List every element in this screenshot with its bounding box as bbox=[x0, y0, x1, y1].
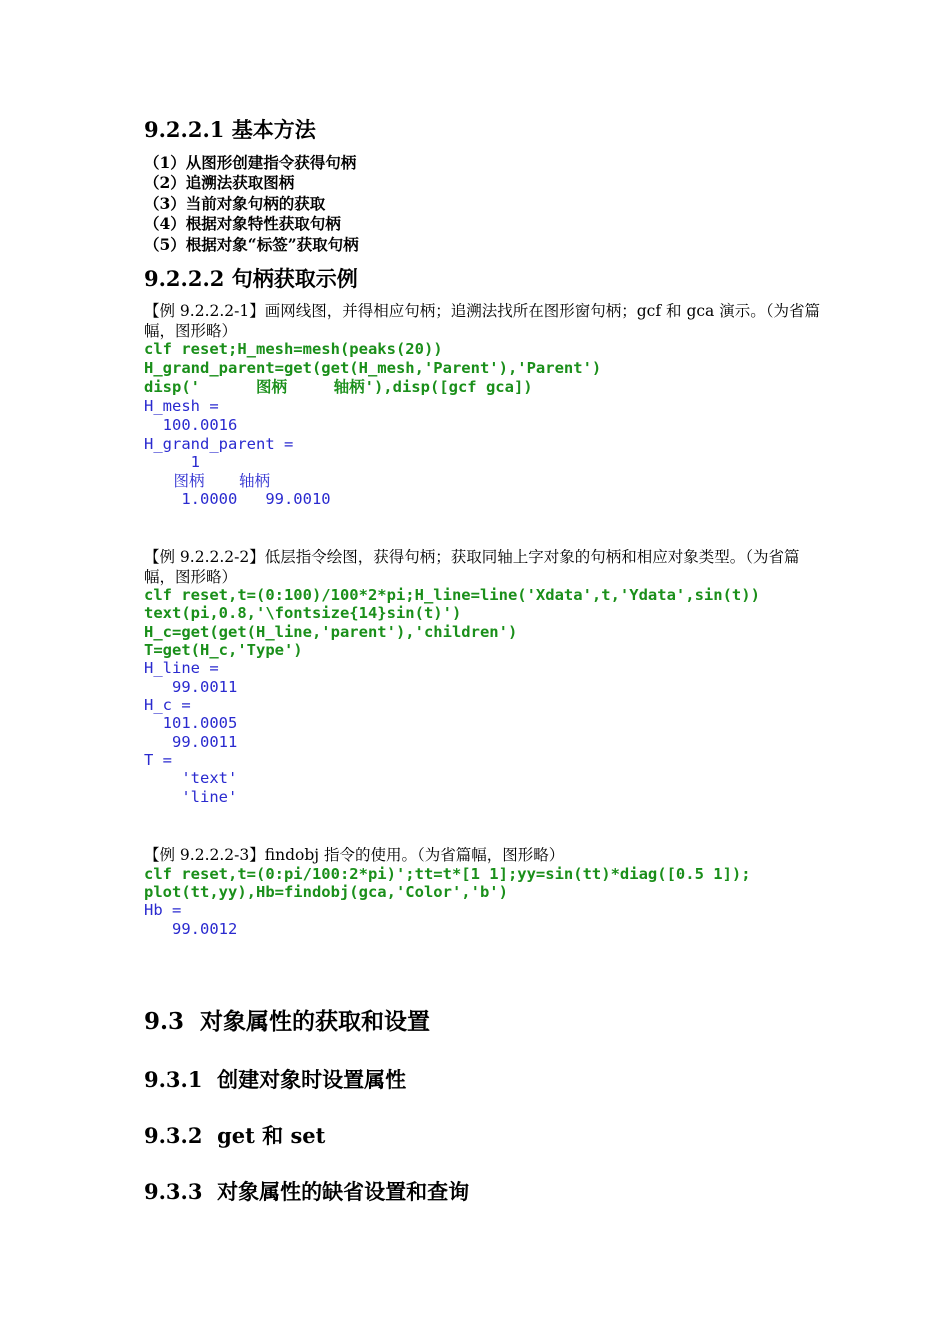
list-item: （3）当前对象句柄的获取 bbox=[144, 194, 326, 213]
output-line: 1 bbox=[144, 453, 200, 471]
code-line: clf reset;H_mesh=mesh(peaks(20)) bbox=[144, 340, 443, 358]
output-line: 'text' bbox=[144, 769, 238, 787]
output-line: H_mesh = bbox=[144, 397, 219, 415]
example-2-description: 【例 9.2.2.2-2】低层指令绘图，获得句柄；获取同轴上字对象的句柄和相应对象类型。（为省篇 bbox=[144, 548, 800, 566]
code-line: clf reset,t=(0:100)/100*2*pi;H_line=line('Xdata',t,'Ydata',sin(t)) bbox=[144, 586, 760, 604]
output-line: 99.0011 bbox=[144, 733, 238, 751]
example-3-description: 【例 9.2.2.2-3】findobj 指令的使用。（为省篇幅，图形略） bbox=[144, 846, 565, 864]
heading-9-3-3: 9.3.3 对象属性的缺省设置和查询 bbox=[144, 1179, 470, 1204]
output-line: 1.0000 99.0010 bbox=[144, 490, 331, 508]
code-line: H_c=get(get(H_line,'parent'),'children') bbox=[144, 623, 518, 641]
code-line: disp(' 图柄 轴柄'),disp([gcf gca]) bbox=[144, 378, 533, 396]
output-line: 99.0011 bbox=[144, 678, 238, 696]
list-item: （1）从图形创建指令获得句柄 bbox=[144, 153, 357, 172]
heading-9-2-2-1: 9.2.2.1 基本方法 bbox=[144, 117, 316, 142]
output-line: H_c = bbox=[144, 696, 191, 714]
output-line: 100.0016 bbox=[144, 416, 238, 434]
example-2-description-cont: 幅，图形略） bbox=[144, 568, 238, 586]
list-item: （5）根据对象“标签”获取句柄 bbox=[144, 235, 359, 254]
output-line: H_line = bbox=[144, 659, 219, 677]
heading-9-3: 9.3 对象属性的获取和设置 bbox=[144, 1008, 431, 1035]
heading-9-2-2-2: 9.2.2.2 句柄获取示例 bbox=[144, 266, 358, 291]
output-line: 图柄 轴柄 bbox=[144, 472, 271, 490]
code-line: T=get(H_c,'Type') bbox=[144, 641, 303, 659]
code-line: H_grand_parent=get(get(H_mesh,'Parent'),'Parent') bbox=[144, 359, 602, 377]
heading-9-3-1: 9.3.1 创建对象时设置属性 bbox=[144, 1067, 407, 1092]
heading-9-3-2: 9.3.2 get 和 set bbox=[144, 1123, 326, 1148]
output-line: 'line' bbox=[144, 788, 238, 806]
list-item: （4）根据对象特性获取句柄 bbox=[144, 214, 341, 233]
example-1-description: 【例 9.2.2.2-1】画网线图，并得相应句柄；追溯法找所在图形窗句柄；gcf 和 gca 演示。（为省篇 bbox=[144, 302, 820, 320]
output-line: 101.0005 bbox=[144, 714, 238, 732]
example-1-description-cont: 幅，图形略） bbox=[144, 322, 238, 340]
code-line: plot(tt,yy),Hb=findobj(gca,'Color','b') bbox=[144, 883, 508, 901]
code-line: text(pi,0.8,'\fontsize{14}sin(t)') bbox=[144, 604, 462, 622]
list-item: （2）追溯法获取图柄 bbox=[144, 173, 295, 192]
output-line: T = bbox=[144, 751, 172, 769]
output-line: 99.0012 bbox=[144, 920, 238, 938]
code-line: clf reset,t=(0:pi/100:2*pi)';tt=t*[1 1];yy=sin(tt)*diag([0.5 1]); bbox=[144, 865, 751, 883]
output-line: H_grand_parent = bbox=[144, 435, 294, 453]
output-line: Hb = bbox=[144, 901, 182, 919]
